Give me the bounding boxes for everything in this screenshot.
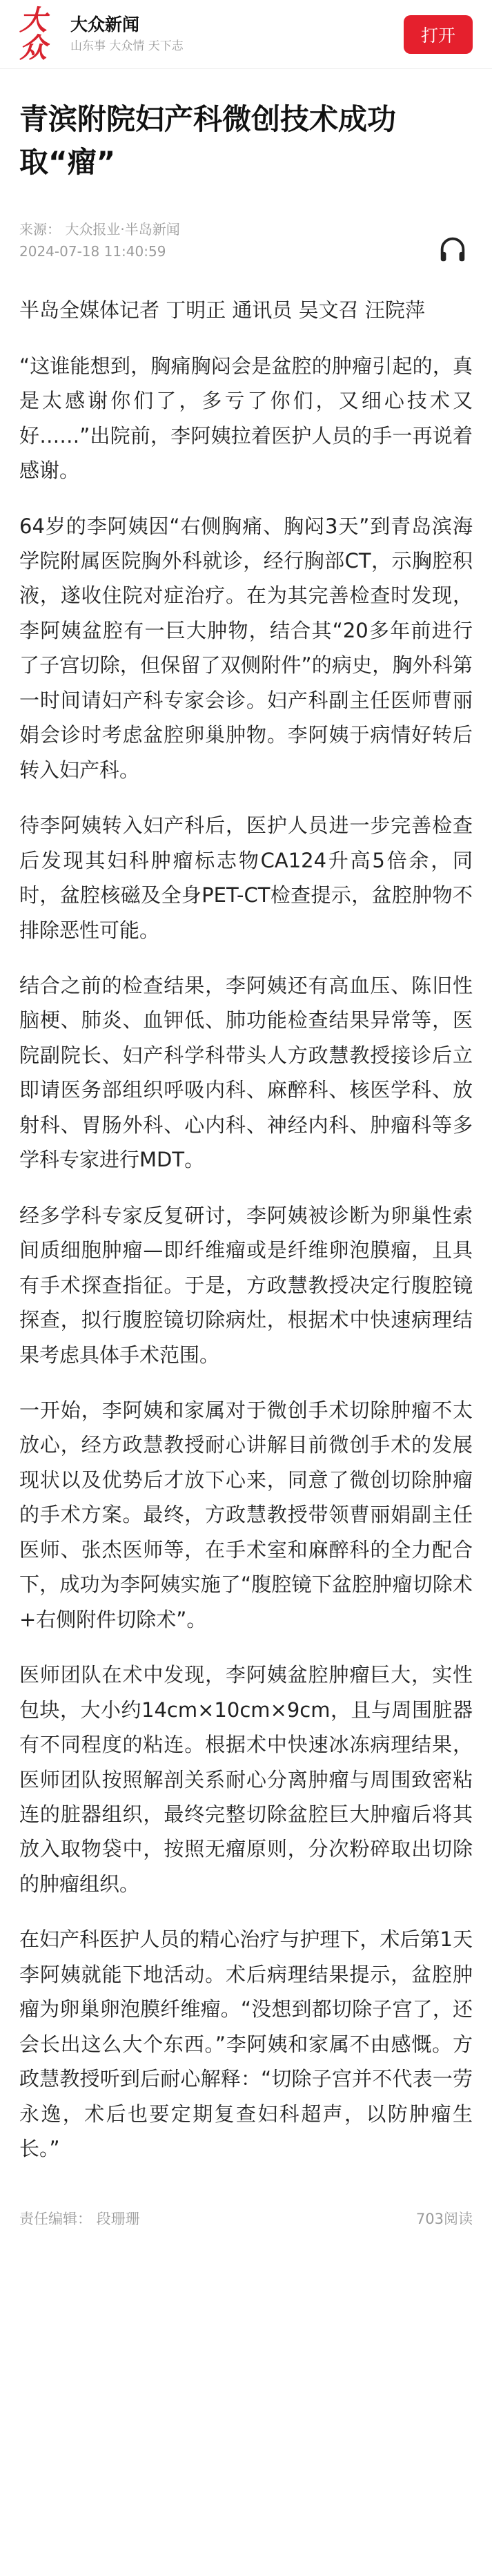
open-app-button[interactable]: 打开 xyxy=(404,15,473,54)
article-paragraph: 待李阿姨转入妇产科后，医护人员进一步完善检查后发现其妇科肿瘤标志物CA124升高5倍余，同时，盆腔核磁及全身PET-CT检查提示，盆腔肿物不排除恶性可能。 xyxy=(19,814,473,942)
article-paragraph: 半岛全媒体记者 丁明正 通讯员 吴文召 汪院萍 xyxy=(19,298,425,323)
article-meta xyxy=(19,220,473,265)
article xyxy=(0,98,492,2256)
article-paragraph: 结合之前的检查结果，李阿姨还有高血压、陈旧性脑梗、肺炎、血钾低、肺功能检查结果异常等，医院副院长、妇产科学科带头人方政慧教授接诊后立即请医务部组织呼吸内科、麻醉科、核医学科、放射科、胃肠外科、心内科、神经内科、肿瘤科等多学科专家进行MDT。 xyxy=(19,974,473,1172)
article-paragraph: “这谁能想到，胸痛胸闷会是盆腔的肿瘤引起的，真是太感谢你们了，多亏了你们，又细心技术又好……”出院前，李阿姨拉着医护人员的手一再说着感谢。 xyxy=(19,354,473,483)
app-brand xyxy=(70,15,184,53)
app-tagline: 山东事 大众情 天下志 xyxy=(70,39,184,54)
article-paragraph: 经多学科专家反复研讨，李阿姨被诊断为卵巢性索间质细胞肿瘤—即纤维瘤或是纤维卵泡膜瘤，且具有手术探查指征。于是，方政慧教授决定行腹腔镜探查，拟行腹腔镜切除病灶，根据术中快速病理结果考虑具体手术范围。 xyxy=(19,1203,473,1367)
article-editor: 责任编辑： 段珊珊 xyxy=(19,2210,140,2227)
article-paragraph: 在妇产科医护人员的精心治疗与护理下，术后第1天李阿姨就能下地活动。术后病理结果提示，盆腔肿瘤为卵巢卵泡膜纤维瘤。“没想到都切除子宫了，还会长出这么大个东西。”李阿姨和家属不由感慨。方政慧教授听到后耐心解释：“切除子宫并不代表一劳永逸，术后也要定期复查妇科超声，以防肿瘤生长。” xyxy=(19,1928,473,2161)
app-logo: 大众 xyxy=(19,3,47,64)
article-paragraph: 医师团队在术中发现，李阿姨盆腔肿瘤巨大，实性包块，大小约14cm×10cm×9cm，且与周围脏器有不同程度的粘连。根据术中快速冰冻病理结果，医师团队按照解剖关系耐心分离肿瘤与周围致密粘连的脏器组织，最终完整切除盆腔巨大肿瘤后将其放入取物袋中，按照无瘤原则，分次粉碎取出切除的肿瘤组织。 xyxy=(19,1663,473,1896)
article-body xyxy=(19,293,473,2166)
article-footer xyxy=(19,2208,473,2256)
read-count: 703阅读 xyxy=(415,2210,473,2227)
article-title: 青滨附院妇产科微创技术成功取“瘤” xyxy=(19,102,397,180)
article-datetime: 2024-07-18 11:40:59 xyxy=(19,243,166,260)
app-header xyxy=(0,0,492,69)
headphones-icon[interactable] xyxy=(437,233,469,265)
app-name: 大众新闻 xyxy=(70,15,140,35)
article-paragraph: 一开始，李阿姨和家属对于微创手术切除肿瘤不太放心，经方政慧教授耐心讲解目前微创手术的发展现状以及优势后才放下心来，同意了微创切除肿瘤的手术方案。最终，方政慧教授带领曹丽娟副主任医师、张杰医师等，在手术室和麻醉科的全力配合下，成功为李阿姨实施了“腹腔镜下盆腔肿瘤切除术+右侧附件切除术”。 xyxy=(19,1398,473,1631)
article-source: 来源： 大众报业·半岛新闻 xyxy=(19,221,180,238)
article-paragraph: 64岁的李阿姨因“右侧胸痛、胸闷3天”到青岛滨海学院附属医院胸外科就诊，经行胸部CT，示胸腔积液，遂收住院对症治疗。在为其完善检查时发现，李阿姨盆腔有一巨大肿物，结合其“20多年前进行了子宫切除，但保留了双侧附件”的病史，胸外科第一时间请妇产科专家会诊。妇产科副主任医师曹丽娟会诊时考虑盆腔卵巢肿物。李阿姨于病情好转后转入妇产科。 xyxy=(19,514,473,782)
